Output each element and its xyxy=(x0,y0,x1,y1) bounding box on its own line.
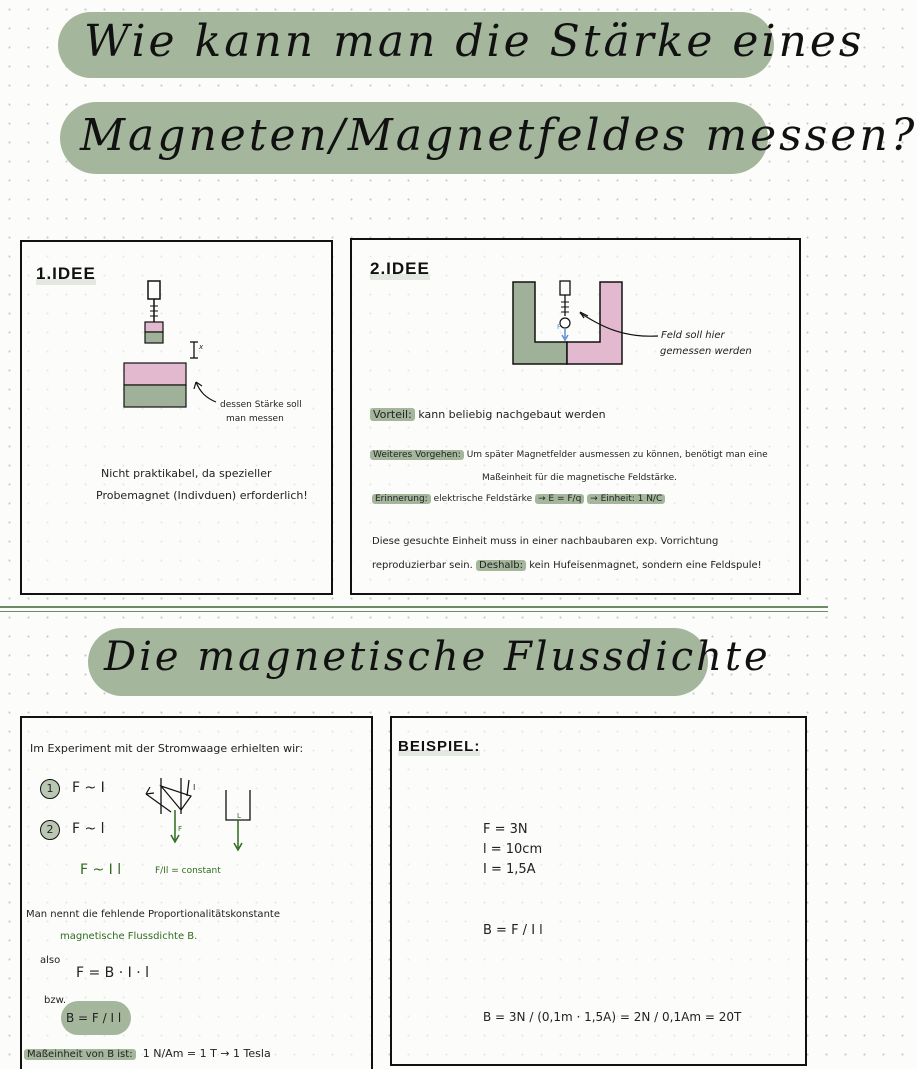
formula-b: B = F / I l xyxy=(66,1011,122,1025)
idea-1-conclusion-1: Nicht praktikabel, da spezieller xyxy=(101,467,272,480)
item-1-number: 1 xyxy=(40,779,60,799)
idea-1-conclusion-2: Probemagnet (Indivduen) erforderlich! xyxy=(96,489,308,502)
vorteil-label: Vorteil: xyxy=(370,408,415,421)
naming-line-2: magnetische Flussdichte B. xyxy=(60,931,198,942)
vorteil-line xyxy=(370,408,606,421)
diagram-length-label: L xyxy=(237,812,241,820)
beispiel-heading: BEISPIEL: xyxy=(398,738,481,755)
conductor-loop-diagram xyxy=(222,788,256,854)
beispiel-calculation: B = 3N / (0,1m · 1,5A) = 2N / 0,1Am = 20T xyxy=(483,1010,742,1024)
section-divider-1 xyxy=(0,606,828,608)
title-line-1: Wie kann man die Stärke eines xyxy=(84,16,865,67)
constant-ratio: F/Il = constant xyxy=(155,866,221,876)
naming-line-1: Man nennt die fehlende Proportionalitätskonstante xyxy=(26,909,280,920)
title-line-2: Magneten/Magnetfeldes messen? xyxy=(80,110,917,161)
also-word: also xyxy=(40,955,61,966)
schluss-text-b: kein Hufeisenmagnet, sondern eine Feldspule! xyxy=(529,560,762,571)
beispiel-formula: B = F / I l xyxy=(483,923,543,938)
erinnerung-line xyxy=(372,494,665,504)
erinnerung-unit-text: Einheit: 1 N/C xyxy=(600,494,663,504)
erinnerung-text: elektrische Feldstärke xyxy=(433,494,533,504)
section-divider-2 xyxy=(0,611,828,612)
weiteres-line-1 xyxy=(370,450,768,460)
bzw-word: bzw. xyxy=(44,995,67,1006)
unit-label: Maßeinheit von B ist: xyxy=(24,1049,136,1060)
annotation-line-1: dessen Stärke soll xyxy=(220,400,302,410)
experiment-intro: Im Experiment mit der Stromwaage erhielten wir: xyxy=(30,742,304,755)
feld-arrow xyxy=(580,310,660,350)
feld-note-1: Feld soll hier xyxy=(661,330,725,341)
vorteil-text: kann beliebig nachgebaut werden xyxy=(418,408,606,421)
small-distance-label: x xyxy=(199,343,204,351)
idea-2-heading: 2.IDEE xyxy=(370,259,430,278)
combined-proportion: F ~ I l xyxy=(80,862,122,878)
given-force: F = 3N xyxy=(483,822,528,837)
idea-1-heading: 1.IDEE xyxy=(36,264,96,283)
annotation-line-2: man messen xyxy=(226,414,284,424)
item-2-text: F ~ l xyxy=(72,821,105,837)
weiteres-line-2: Maßeinheit für die magnetische Feldstärke. xyxy=(482,473,678,483)
item-1-text: F ~ I xyxy=(72,780,105,796)
unit-value: 1 N/Am = 1 T → 1 Tesla xyxy=(142,1047,271,1060)
current-balance-diagram xyxy=(143,774,213,846)
erinnerung-label: Erinnerung: xyxy=(372,494,431,504)
unit-line xyxy=(24,1047,271,1060)
schluss-line-1: Diese gesuchte Einheit muss in einer nachbaubaren exp. Vorrichtung xyxy=(372,536,719,547)
item-2-number: 2 xyxy=(40,820,60,840)
diagram-current-label: I xyxy=(193,783,196,792)
deshalb-label: Deshalb: xyxy=(476,560,526,571)
erinnerung-unit: → Einheit: 1 N/C xyxy=(587,494,665,504)
diagram-force-label: F xyxy=(178,825,183,833)
weiteres-text-1: Um später Magnetfelder ausmessen zu können, benötigt man eine xyxy=(466,450,768,460)
formula-f: F = B · I · l xyxy=(76,965,150,981)
given-current: I = 1,5A xyxy=(483,862,536,877)
weiteres-label: Weiteres Vorgehen: xyxy=(370,450,464,460)
erinnerung-formula: → E = F/q xyxy=(535,494,584,504)
given-length: l = 10cm xyxy=(483,842,543,857)
force-label: F xyxy=(557,323,562,331)
item-1 xyxy=(40,779,105,799)
schluss-text-a: reproduzierbar sein. xyxy=(372,560,473,571)
feld-note-2: gemessen werden xyxy=(660,346,752,357)
erinnerung-formula-text: E = F/q xyxy=(548,494,582,504)
section-title: Die magnetische Flussdichte xyxy=(104,634,771,680)
schluss-line-2 xyxy=(372,560,762,571)
magnet-setup-diagram xyxy=(110,278,230,418)
item-2 xyxy=(40,820,105,840)
